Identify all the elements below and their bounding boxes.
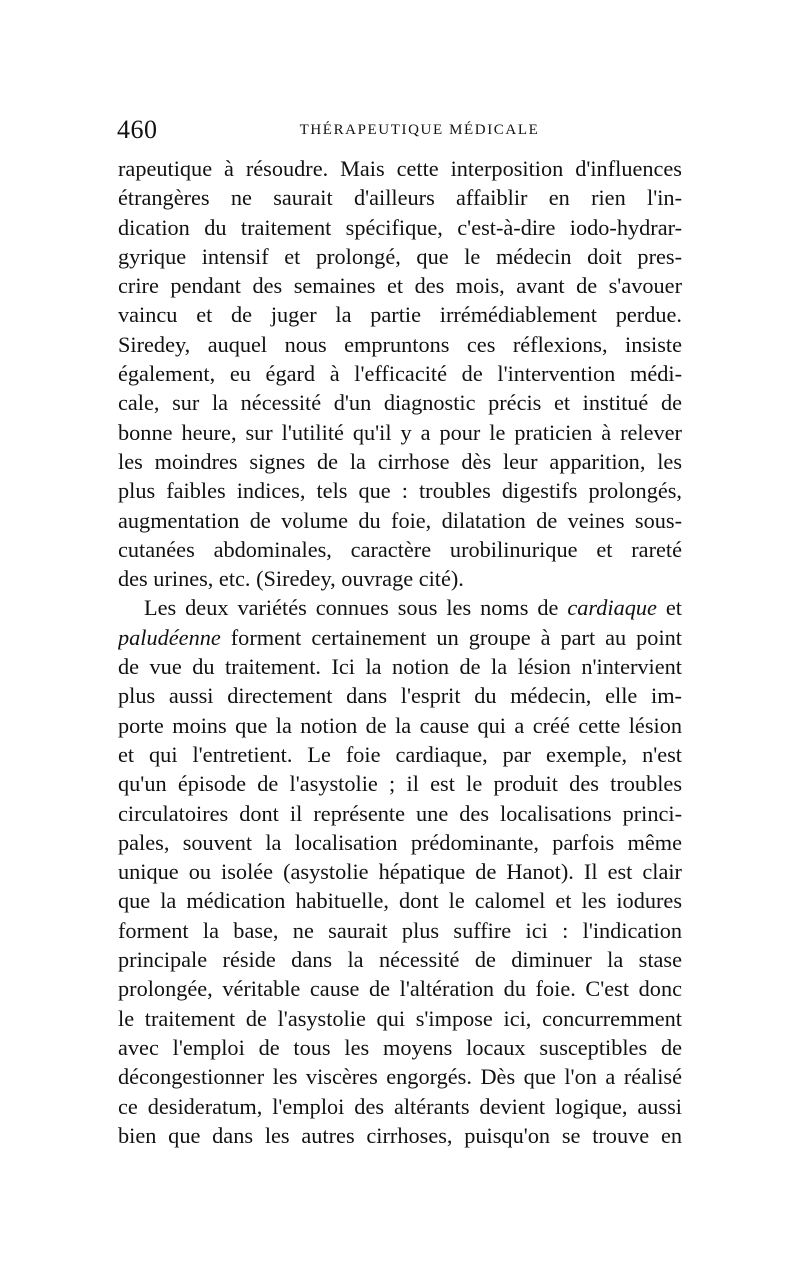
text-line: ce desideratum, l'emploi des altérants devient logique, aussi xyxy=(118,1093,682,1119)
paragraph-1 xyxy=(118,154,682,593)
text-line: également, eu égard à l'efficacité de l'intervention médi- xyxy=(118,361,682,387)
text-line: augmentation de volume du foie, dilatation de veines sous- xyxy=(118,507,682,533)
text-line: cale, sur la nécessité d'un diagnostic précis et institué de xyxy=(118,390,682,416)
text-line: que la médication habituelle, dont le calomel et les iodures xyxy=(118,888,682,914)
text-line: principale réside dans la nécessité de diminuer la stase xyxy=(118,947,682,973)
text-line: forment la base, ne saurait plus suffire ici : l'indication xyxy=(118,917,682,943)
text-line: circulatoires dont il représente une des localisations princi- xyxy=(118,800,682,826)
text-line: porte moins que la notion de la cause qui a créé cette lésion xyxy=(118,712,682,738)
text-line: décongestionner les viscères engorgés. Dès que l'on a réalisé xyxy=(118,1064,682,1090)
text-line: avec l'emploi de tous les moyens locaux susceptibles de xyxy=(118,1034,682,1060)
text-line: étrangères ne saurait d'ailleurs affaiblir en rien l'in- xyxy=(118,185,682,211)
text-run: forment certainement un groupe à part au point xyxy=(220,624,682,650)
text-line-first xyxy=(118,593,682,622)
italic-term-paludeenne: paludéenne xyxy=(118,624,221,650)
text-line: Siredey, auquel nous empruntons ces réflexions, insiste xyxy=(118,331,682,357)
text-line: vaincu et de juger la partie irrémédiablement perdue. xyxy=(118,302,682,328)
body-text xyxy=(118,154,682,1150)
text-line: gyrique intensif et prolongé, que le médecin doit pres- xyxy=(118,243,682,269)
text-line: dication du traitement spécifique, c'est-à-dire iodo-hydrar- xyxy=(118,214,682,240)
text-line: des urines, etc. (Siredey, ouvrage cité). xyxy=(118,566,464,592)
text-run: et xyxy=(656,595,682,621)
text-line: rapeutique à résoudre. Mais cette interposition d'influences xyxy=(118,156,682,181)
text-line: crire pendant des semaines et des mois, avant de s'avouer xyxy=(118,273,682,299)
italic-term-cardiaque: cardiaque xyxy=(567,595,657,621)
text-line: prolongée, véritable cause de l'altération du foie. C'est donc xyxy=(118,976,682,1002)
page-number: 460 xyxy=(117,115,158,144)
text-line: plus faibles indices, tels que : troubles digestifs prolongés, xyxy=(118,478,682,504)
page-header xyxy=(117,112,682,148)
text-line: bonne heure, sur l'utilité qu'il y a pour le praticien à relever xyxy=(118,419,682,445)
text-run: Les deux variétés connues sous les noms de xyxy=(144,595,568,621)
paragraph-2 xyxy=(118,593,682,1150)
text-line: unique ou isolée (asystolie hépatique de Hanot). Il est clair xyxy=(118,859,682,885)
text-line: le traitement de l'asystolie qui s'impose ici, concurremment xyxy=(118,1005,682,1031)
text-line: cutanées abdominales, caractère urobilinurique et rareté xyxy=(118,536,682,562)
text-line: bien que dans les autres cirrhoses, puisqu'on se trouve en xyxy=(118,1122,682,1148)
running-title: THÉRAPEUTIQUE MÉDICALE xyxy=(299,122,540,138)
text-line: de vue du traitement. Ici la notion de la lésion n'intervient xyxy=(118,654,682,680)
text-line: plus aussi directement dans l'esprit du médecin, elle im- xyxy=(118,683,682,709)
text-line: pales, souvent la localisation prédominante, parfois même xyxy=(118,829,682,855)
text-line: les moindres signes de la cirrhose dès leur apparition, les xyxy=(118,448,682,474)
text-line-second xyxy=(118,623,682,652)
text-line: qu'un épisode de l'asystolie ; il est le produit des troubles xyxy=(118,771,682,797)
text-line: et qui l'entretient. Le foie cardiaque, par exemple, n'est xyxy=(118,741,682,767)
